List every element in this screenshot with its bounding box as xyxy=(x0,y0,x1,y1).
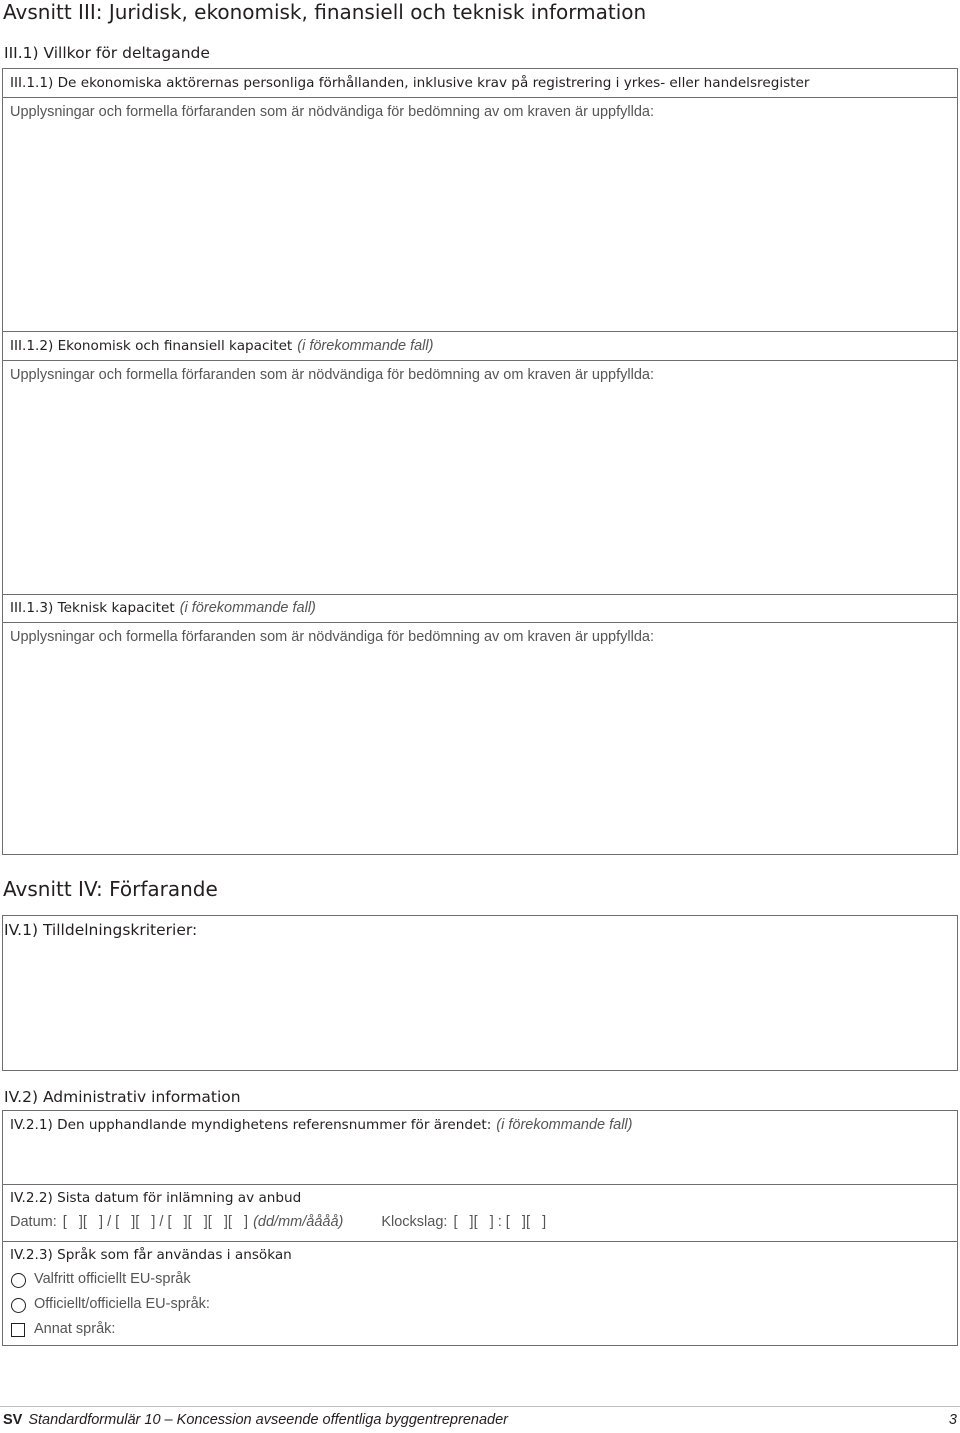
s311-info-label: Upplysningar och formella förfaranden som är nödvändiga för bedömning av om kraven är uppfyllda: xyxy=(10,104,654,120)
admin-title: IV.2) Administrativ information xyxy=(4,1088,241,1106)
language-option-any-eu-label: Valfritt officiellt EU-språk xyxy=(34,1271,191,1287)
s313-divider xyxy=(2,622,958,623)
language-option-official-eu-label: Officiellt/officiella EU-språk: xyxy=(34,1296,210,1312)
time-label: Klockslag: xyxy=(381,1214,448,1230)
s422-title: IV.2.2) Sista datum för inlämning av anbud xyxy=(10,1190,302,1206)
s423-title: IV.2.3) Språk som får användas i ansökan xyxy=(10,1247,292,1263)
s311-divider xyxy=(2,97,958,98)
s311-info-field[interactable] xyxy=(10,130,950,325)
s313-info-field[interactable] xyxy=(10,655,950,847)
s312-divider xyxy=(2,360,958,361)
s312-info-field[interactable] xyxy=(10,393,950,588)
s312-title: III.1.2) Ekonomisk och finansiell kapacitet xyxy=(10,338,293,354)
s313-title: III.1.3) Teknisk kapacitet xyxy=(10,600,175,616)
admin-divider-2 xyxy=(2,1241,958,1242)
footer-form-name: Standardformulär 10 – Koncession avseende offentliga byggentreprenader xyxy=(28,1412,508,1428)
section-4-title: Avsnitt IV: Förfarande xyxy=(3,877,218,901)
date-label: Datum: xyxy=(10,1214,57,1230)
footer-divider xyxy=(0,1406,960,1407)
language-option-other-checkbox[interactable] xyxy=(11,1323,25,1337)
time-field[interactable]: [ ][ ] : [ ][ ] xyxy=(453,1214,547,1230)
date-field[interactable]: [ ][ ] / [ ][ ] / [ ][ ][ ][ ] xyxy=(62,1214,249,1230)
s312-info-label: Upplysningar och formella förfaranden som är nödvändiga för bedömning av om kraven är uppfyllda: xyxy=(10,367,654,383)
language-option-any-eu-radio[interactable] xyxy=(11,1273,26,1288)
language-option-other-label: Annat språk: xyxy=(34,1321,116,1337)
section-3-title: Avsnitt III: Juridisk, ekonomisk, finansiell och teknisk information xyxy=(3,0,647,24)
s421-title: IV.2.1) Den upphandlande myndighetens referensnummer för ärendet: xyxy=(10,1117,492,1133)
reference-number-field[interactable] xyxy=(10,1140,950,1180)
language-option-official-eu-radio[interactable] xyxy=(11,1298,26,1313)
admin-divider-1 xyxy=(2,1184,958,1185)
s313-qualifier: (i förekommande fall) xyxy=(179,600,316,616)
s421-qualifier: (i förekommande fall) xyxy=(496,1117,633,1133)
s313-info-label: Upplysningar och formella förfaranden som är nödvändiga för bedömning av om kraven är uppfyllda: xyxy=(10,629,654,645)
footer-page-number: 3 xyxy=(948,1412,957,1428)
s311-title: III.1.1) De ekonomiska aktörernas personliga förhållanden, inklusive krav på registrering i yrkes- eller handelsregister xyxy=(10,75,810,91)
conditions-title: III.1) Villkor för deltagande xyxy=(4,44,210,62)
footer-lang: SV xyxy=(3,1412,23,1428)
date-format: (dd/mm/åååå) xyxy=(253,1214,344,1230)
award-criteria-title: IV.1) Tilldelningskriterier: xyxy=(4,921,198,939)
s312-qualifier: (i förekommande fall) xyxy=(297,338,434,354)
award-criteria-field[interactable] xyxy=(10,948,950,1064)
